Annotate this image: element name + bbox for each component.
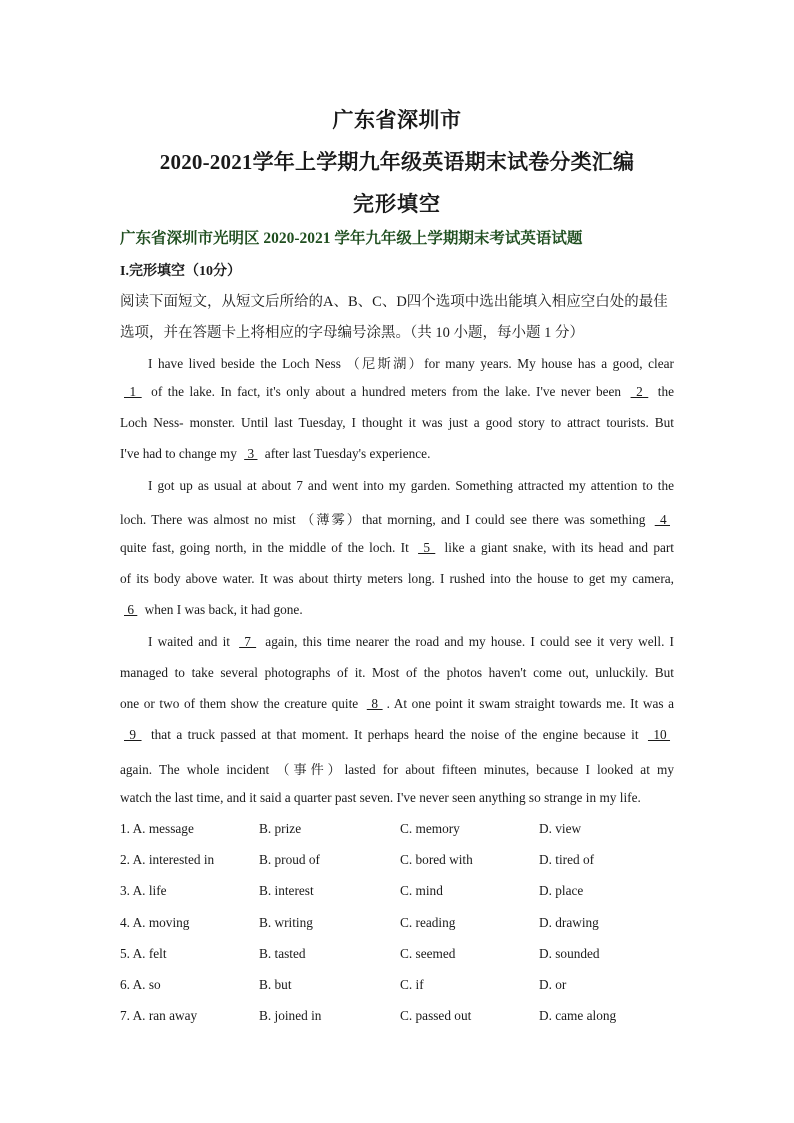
blank-number: 3 [244, 446, 258, 461]
passage-line [120, 446, 674, 466]
passage-line [120, 727, 674, 747]
blank-number: 2 [630, 384, 649, 399]
passage-text: I have lived beside the Loch Ness （尼斯湖）for many years. My house has a good, clear [148, 356, 674, 371]
passage-line [120, 665, 674, 685]
option-choice: 7. A. ran away [120, 1008, 198, 1023]
passage-text: watch the last time, and it said a quarter past seven. I've never seen anything so strange in my life. [120, 790, 641, 805]
option-choice: C. seemed [400, 946, 456, 961]
passage-text: when I was back, it had gone. [141, 602, 303, 617]
option-choice: 6. A. so [120, 977, 161, 992]
passage-text: one or two of them show the creature quite [120, 696, 363, 711]
option-row [120, 852, 680, 872]
passage-line [120, 415, 674, 435]
passage-text: after last Tuesday's experience. [261, 446, 431, 461]
passage-line [120, 790, 674, 810]
passage-line [120, 384, 674, 404]
blank-number: 9 [124, 727, 142, 742]
option-row [120, 821, 680, 841]
option-choice: 4. A. moving [120, 915, 190, 930]
passage-line [120, 540, 674, 560]
option-choice: D. place [539, 883, 584, 898]
passage-line [120, 696, 674, 716]
option-choice: B. joined in [259, 1008, 322, 1023]
passage-line [120, 571, 674, 591]
blank-number: 8 [366, 696, 383, 711]
blank-number: 4 [654, 512, 670, 527]
passage-text: Loch Ness- monster. Until last Tuesday, I thought it was just a good story to attract tourists. But [120, 415, 674, 430]
blank-number: 5 [418, 540, 436, 555]
option-choice: B. interest [259, 883, 314, 898]
passage-text: managed to take several photographs of it. Most of the photos haven't come out, unluckily. But [120, 665, 674, 680]
option-choice: D. or [539, 977, 567, 992]
document-topic: 完形填空 [353, 192, 441, 216]
passage-line [120, 759, 674, 779]
option-choice: C. bored with [400, 852, 473, 867]
option-row [120, 1008, 680, 1028]
passage-text: that a truck passed at that moment. It perhaps heard the noise of the engine because it [145, 727, 644, 742]
option-choice: D. drawing [539, 915, 599, 930]
option-choice: C. reading [400, 915, 456, 930]
passage-text: I waited and it [148, 634, 236, 649]
option-choice: D. sounded [539, 946, 600, 961]
option-choice: D. tired of [539, 852, 595, 867]
option-row [120, 946, 680, 966]
passage-line [120, 509, 674, 529]
passage-text: again. The whole incident （事件）lasted for about fifteen minutes, because I looked at my [120, 762, 674, 777]
passage-text: the [652, 384, 675, 399]
option-choice: 5. A. felt [120, 946, 167, 961]
document-title: 广东省深圳市 [332, 108, 462, 132]
passage-line [148, 634, 674, 654]
option-choice: D. view [539, 821, 582, 836]
document-subtitle: 2020-2021学年上学期九年级英语期末试卷分类汇编 [159, 150, 635, 174]
blank-number: 10 [647, 727, 671, 742]
instructions: 阅读下面短文，从短文后所给的A、B、C、D四个选项中选出能填入相应空白处的最佳选项，并在答题卡上将相应的字母编号涂黑。（共 10 小题，每小题 1 分） [120, 294, 668, 341]
option-choice: B. tasted [259, 946, 306, 961]
option-choice: C. if [400, 977, 424, 992]
passage-line [148, 478, 674, 498]
option-choice: C. mind [400, 883, 443, 898]
passage-text: I've had to change my [120, 446, 241, 461]
passage-text: of its body above water. It was about thirty meters long. I rushed into the house to get my camera, [120, 571, 674, 586]
option-row [120, 977, 680, 997]
option-choice: 1. A. message [120, 821, 194, 836]
option-row [120, 883, 680, 903]
option-choice: B. writing [259, 915, 313, 930]
passage-line [148, 353, 674, 373]
option-choice: D. came along [539, 1008, 617, 1023]
passage-text: . At one point it swam straight towards me. It was a [386, 696, 675, 711]
passage-line [120, 602, 674, 622]
option-choice: B. proud of [259, 852, 320, 867]
part-label: I.完形填空（10分） [120, 264, 241, 279]
passage-text: quite fast, going north, in the middle of the loch. It [120, 540, 415, 555]
passage-text: loch. There was almost no mist （薄雾）that morning, and I could see there was something [120, 512, 651, 527]
passage-text: I got up as usual at about 7 and went into my garden. Something attracted my attention to the [148, 478, 674, 493]
option-choice: 2. A. interested in [120, 852, 215, 867]
option-row [120, 915, 680, 935]
option-choice: C. passed out [400, 1008, 472, 1023]
blank-number: 1 [124, 384, 142, 399]
option-choice: B. but [259, 977, 292, 992]
passage-text: like a giant snake, with its head and part [439, 540, 675, 555]
section-heading: 广东省深圳市光明区 2020-2021 学年九年级上学期期末考试英语试题 [120, 230, 583, 247]
blank-number: 7 [239, 634, 257, 649]
blank-number: 6 [124, 602, 138, 617]
option-choice: B. prize [259, 821, 302, 836]
passage-text: again, this time nearer the road and my house. I could see it very well. I [260, 634, 674, 649]
option-choice: C. memory [400, 821, 460, 836]
option-choice: 3. A. life [120, 883, 167, 898]
passage-text: of the lake. In fact, it's only about a hundred meters from the lake. I've never been [145, 384, 627, 399]
